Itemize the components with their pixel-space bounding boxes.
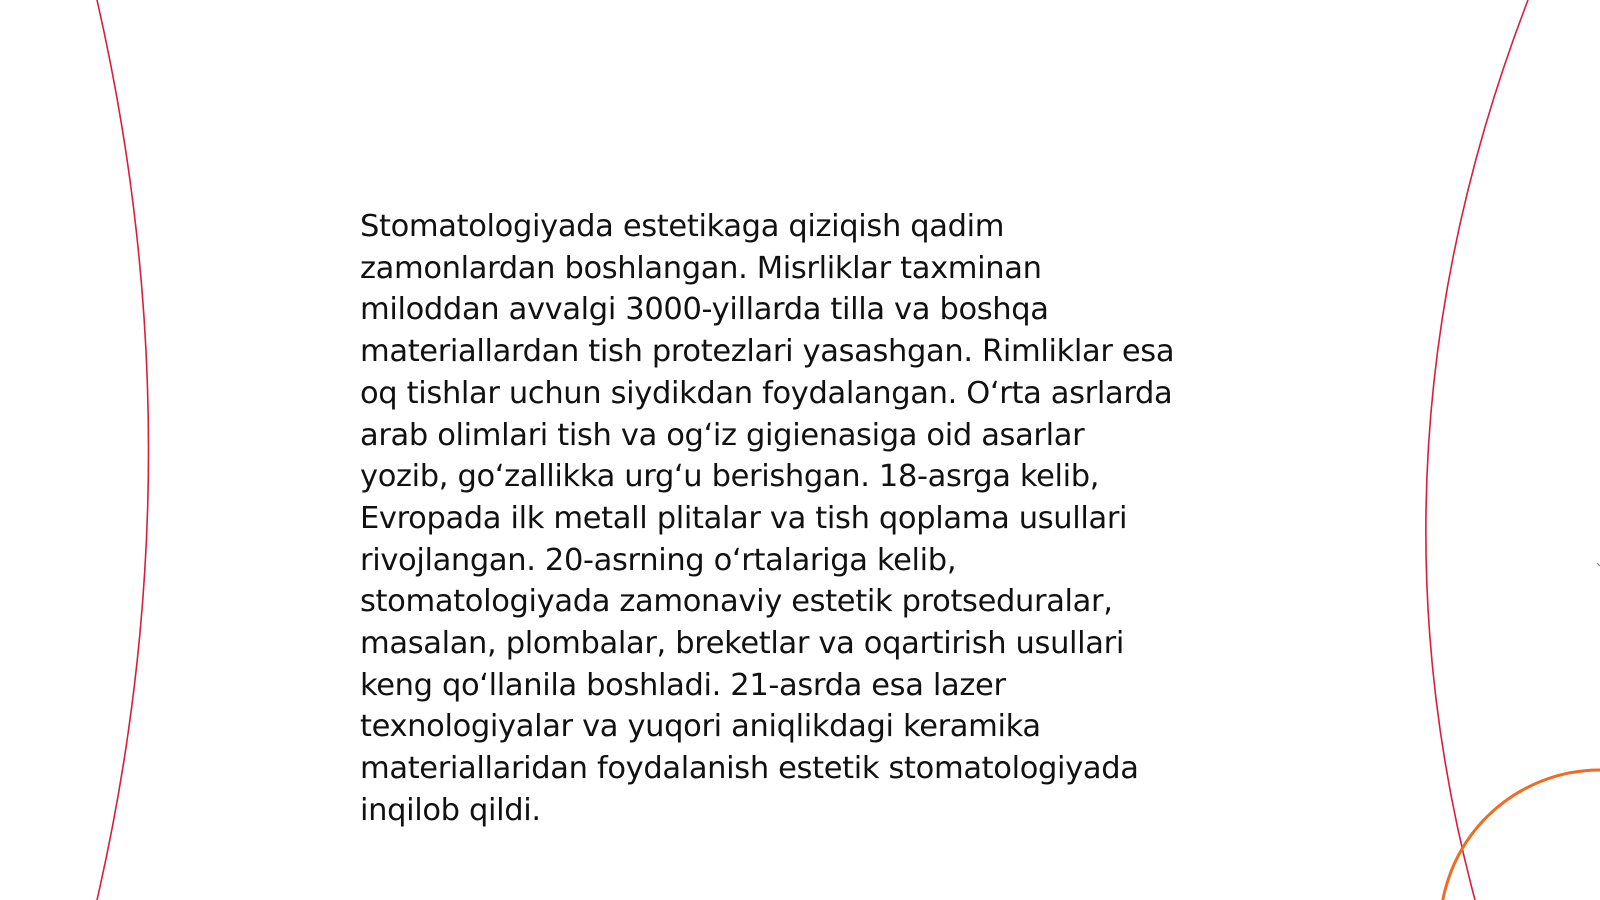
- right-red-arc: [1426, 0, 1528, 900]
- body-paragraph: Stomatologiyada estetikaga qiziqish qadim zamonlardan boshlangan. Misrliklar taxminan miloddan avvalgi 3000-yillarda tilla va boshqa materiallardan tish protezlari yasashgan. Rimliklar esa oq tishlar uchun siydikdan foydalangan. O‘rta asrlarda arab olimlari tish va og‘iz gigienasiga oid asarlar yozib, go‘zallikka urg‘u berishgan. 18-asrga kelib, Evropada ilk metall plitalar va tish qoplama usullari rivojlangan. 20-asrning o‘rtalariga kelib, stomatologiyada zamonaviy estetik protseduralar, masalan, plombalar, breketlar va oqartirish usullari keng qo‘llanila boshladi. 21-asrda esa lazer texnologiyalar va yuqori aniqlikdagi keramika materiallaridan foydalanish estetik stomatologiyada inqilob qildi.: [360, 209, 1175, 828]
- left-red-arc: [97, 0, 149, 900]
- orange-circle-arc: [1440, 770, 1600, 900]
